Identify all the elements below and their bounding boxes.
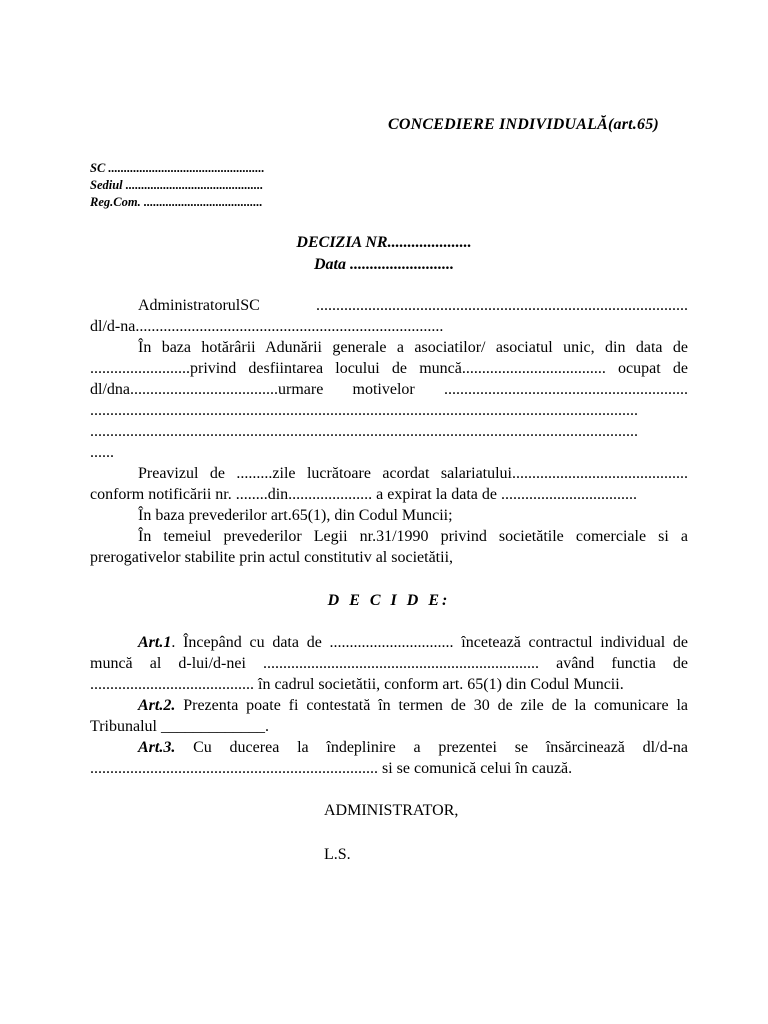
article-2-text: Prezenta poate fi contestată în termen de 30 de zile de la comunicare la <box>175 697 688 714</box>
company-sediul: Sediul ............................................ <box>90 178 264 192</box>
article-3-text: Cu ducerea la îndeplinire a prezentei se însărcinează dl/d-na <box>175 739 688 756</box>
decision-date: Data .......................... <box>314 256 454 273</box>
signature-role: ADMINISTRATOR, <box>324 802 459 819</box>
decision-number: DECIZIA NR..................... <box>296 234 472 251</box>
article-2-line-2: Tribunalul _____________. <box>90 718 269 735</box>
preaviz-line-2: conform notificării nr. ........din..................... a expirat la data de .................................. <box>90 486 637 503</box>
article-1-line-3: ......................................... în cadrul societătii, conform art. 65(1) din Codul Muncii. <box>90 676 624 693</box>
preaviz-line-1: Preavizul de .........zile lucrătoare acordat salariatului............................................ <box>138 465 688 482</box>
article-1-line-1 <box>90 632 688 653</box>
article-1-line-2: muncă al d-lui/d-nei ..................................................................... având functia de <box>90 655 688 672</box>
admin-line-1: AdministratorulSC ............................................................................................. <box>138 297 688 314</box>
article-1-text: . Începând cu data de ............................... încetează contractul individual de <box>171 634 688 651</box>
temei-line-2: prerogativelor stabilite prin actul constitutiv al societătii, <box>90 549 454 566</box>
signature-seal: L.S. <box>324 846 351 863</box>
company-sc: SC .................................................. <box>90 161 265 175</box>
document-title: CONCEDIERE INDIVIDUALĂ(art.65) <box>388 116 659 133</box>
article-3-label: Art.3. <box>138 739 176 756</box>
article-1-label: Art.1 <box>138 634 172 651</box>
articles-body <box>90 632 688 779</box>
article-2-label: Art.2. <box>138 697 176 714</box>
hotarare-line-1: În baza hotărârii Adunării generale a asociatilor/ asociatul unic, din data de <box>138 339 688 356</box>
company-regcom: Reg.Com. ...................................... <box>90 195 263 209</box>
decide-heading: D E C I D E: <box>327 592 451 609</box>
dots-line-2: ......................................................................................................................................... <box>90 423 638 440</box>
hotarare-line-3: dl/dna.....................................urmare motivelor ............................................................. <box>90 381 688 398</box>
decision-body <box>90 295 688 568</box>
article-3-line-2: ........................................................................ si se comunică celui în cauză. <box>90 760 573 777</box>
temei-line-1: În temeiul prevederilor Legii nr.31/1990 privind societătile comerciale si a <box>138 528 688 545</box>
dots-line-1: ......................................................................................................................................... <box>90 402 638 419</box>
hotarare-line-2: .........................privind desfiintarea locului de muncă.................................... ocupat de <box>90 360 688 377</box>
dots-line-3: ...... <box>90 444 114 461</box>
article-2-line-1 <box>90 695 688 716</box>
article-3-line-1 <box>90 737 688 758</box>
prevederi-line: În baza prevederilor art.65(1), din Codul Muncii; <box>138 507 453 524</box>
admin-line-2: dl/d-na............................................................................. <box>90 318 444 335</box>
